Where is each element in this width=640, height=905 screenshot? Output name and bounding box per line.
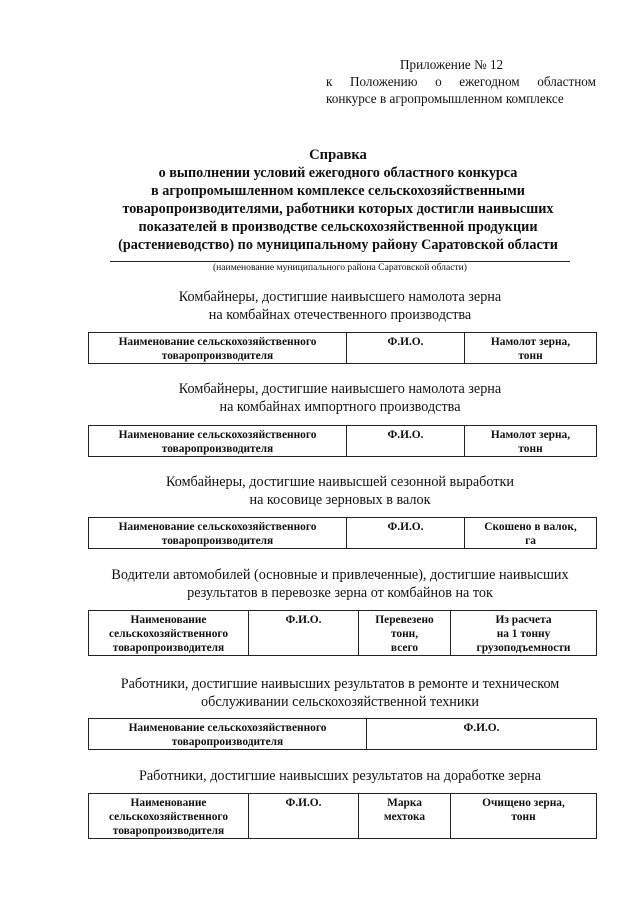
document-title <box>88 146 588 254</box>
table-grain-finishing <box>88 793 597 839</box>
section-heading <box>60 380 620 416</box>
table-domestic-combines <box>88 332 597 364</box>
header-cell: Наименование сельскохозяйственного товаропроизводителя <box>89 426 347 457</box>
heading-line: на комбайнах отечественного производства <box>208 307 472 323</box>
table-windrowing <box>88 517 597 549</box>
heading-line: Водители автомобилей (основные и привлеченные), достигшие наивысших <box>111 567 569 583</box>
heading-line: обслуживании сельскохозяйственной техники <box>201 694 479 710</box>
header-cell: Ф.И.О. <box>347 518 465 549</box>
table-header-row <box>89 518 597 549</box>
table-grain-transport <box>88 610 597 656</box>
table-header-row <box>89 333 597 364</box>
header-cell: Очищено зерна, тонн <box>451 794 597 839</box>
title-line: (растениеводство) по муниципальному району Саратовской области <box>118 237 558 253</box>
header-cell: Наименование сельскохозяйственного товаропроизводителя <box>89 719 367 750</box>
header-cell: Намолот зерна, тонн <box>465 426 597 457</box>
appendix-reference-cont: конкурсе в агропромышленном комплексе <box>326 91 564 106</box>
header-cell: Наименование сельскохозяйственного товаропроизводителя <box>89 518 347 549</box>
appendix-reference: к Положению о ежегодном областном <box>326 74 596 89</box>
heading-line: Комбайнеры, достигшие наивысшей сезонной выработки <box>166 474 514 490</box>
heading-line: на комбайнах импортного производства <box>219 399 461 415</box>
heading-line: на косовице зерновых в валок <box>249 492 431 508</box>
heading-line: Работники, достигшие наивысших результатов на доработке зерна <box>138 768 542 784</box>
section-heading <box>60 767 620 785</box>
header-cell: Наименование сельскохозяйственного товаропроизводителя <box>89 333 347 364</box>
section-heading <box>60 473 620 509</box>
table-header-row <box>89 719 597 750</box>
title-line: товаропроизводителями, работники которых достигли наивысших <box>122 201 554 217</box>
table-imported-combines <box>88 425 597 457</box>
header-cell: Скошено в валок, га <box>465 518 597 549</box>
table-header-row <box>89 426 597 457</box>
title-line: в агропромышленном комплексе сельскохозяйственными <box>151 183 525 199</box>
heading-line: Комбайнеры, достигшие наивысшего намолота зерна <box>178 381 502 397</box>
table-machinery-repair <box>88 718 597 750</box>
table-header-row <box>89 611 597 656</box>
header-cell: Наименование сельскохозяйственного товаропроизводителя <box>89 611 249 656</box>
table-header-row <box>89 794 597 839</box>
title-line: Справка <box>309 147 367 163</box>
district-caption: (наименование муниципального района Саратовской области) <box>212 262 468 273</box>
section-heading <box>60 288 620 324</box>
header-cell: Намолот зерна, тонн <box>465 333 597 364</box>
header-cell: Ф.И.О. <box>347 426 465 457</box>
appendix-number: Приложение № 12 <box>400 57 504 72</box>
header-cell: Ф.И.О. <box>249 611 359 656</box>
title-line: показателей в производстве сельскохозяйственной продукции <box>138 219 538 235</box>
header-cell: Наименование сельскохозяйственного товаропроизводителя <box>89 794 249 839</box>
header-cell: Марка мехтока <box>359 794 451 839</box>
heading-line: Комбайнеры, достигшие наивысшего намолота зерна <box>178 289 502 305</box>
header-cell: Из расчета на 1 тонну грузоподъемности <box>451 611 597 656</box>
header-cell: Ф.И.О. <box>249 794 359 839</box>
section-heading <box>60 675 620 711</box>
appendix-header <box>326 56 596 107</box>
heading-line: Работники, достигшие наивысших результатов в ремонте и техническом <box>120 676 560 692</box>
header-cell: Перевезено тонн, всего <box>359 611 451 656</box>
title-line: о выполнении условий ежегодного областного конкурса <box>158 165 518 181</box>
header-cell: Ф.И.О. <box>367 719 597 750</box>
section-heading <box>60 566 620 602</box>
heading-line: результатов в перевозке зерна от комбайнов на ток <box>187 585 493 601</box>
header-cell: Ф.И.О. <box>347 333 465 364</box>
